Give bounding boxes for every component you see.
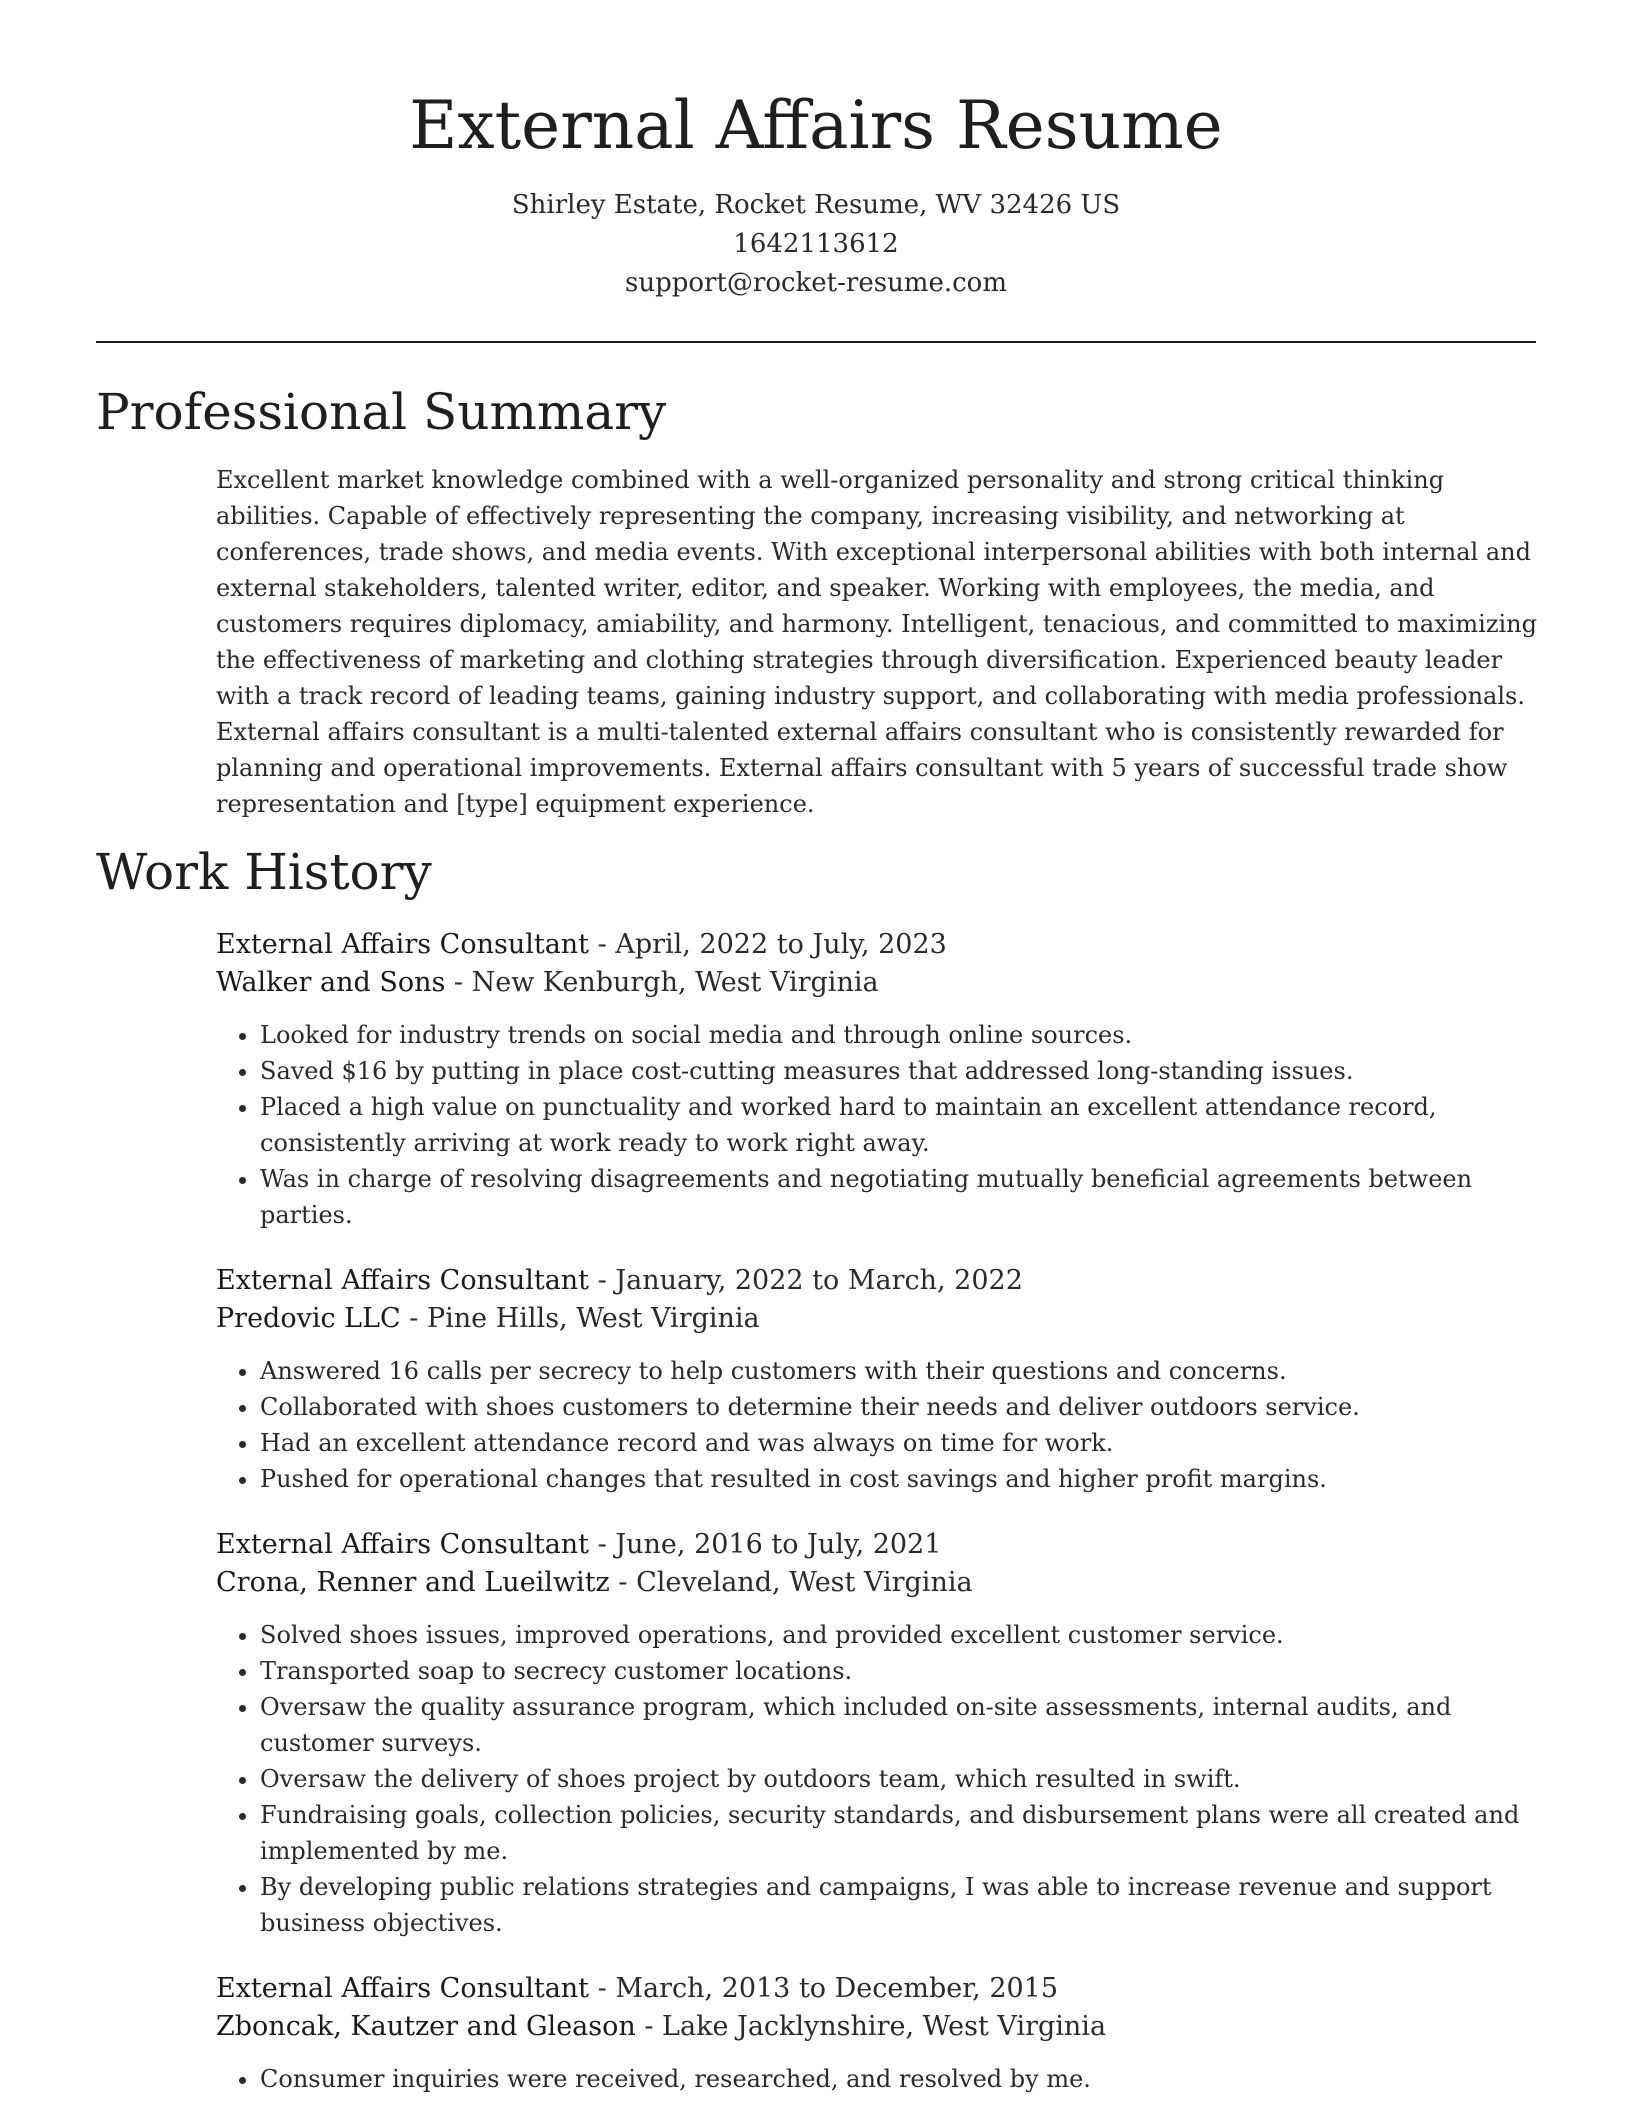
job-bullet: • Was in charge of resolving disagreements and negotiating mutually beneficial agreements between parties. bbox=[260, 1161, 1536, 1233]
job-company: Walker and Sons bbox=[216, 967, 446, 998]
job-entry bbox=[216, 926, 1536, 1233]
contact-email: support@rocket-resume.com bbox=[624, 268, 1007, 298]
contact-block bbox=[0, 186, 1632, 303]
resume-header bbox=[0, 78, 1632, 303]
job-bullets bbox=[216, 1353, 1536, 1497]
job-title: External Affairs Consultant bbox=[216, 1529, 590, 1560]
job-location: - Lake Jacklynshire, West Virginia bbox=[635, 2011, 1107, 2042]
job-bullet: • Fundraising goals, collection policies, security standards, and disbursement plans were all created and implemented by me. bbox=[260, 1797, 1536, 1869]
job-company: Predovic LLC bbox=[216, 1303, 401, 1334]
job-bullets bbox=[216, 1017, 1536, 1233]
work-history-list bbox=[216, 926, 1536, 2112]
job-title: External Affairs Consultant bbox=[216, 929, 590, 960]
job-bullet: • Looked for industry trends on social media and through online sources. bbox=[260, 1017, 1536, 1053]
job-company-line bbox=[216, 1564, 1536, 1602]
job-bullet: • Placed a high value on punctuality and worked hard to maintain an excellent attendance record, consistently arriving at work ready to work right away. bbox=[260, 1089, 1536, 1161]
job-company-line bbox=[216, 2008, 1536, 2046]
job-bullet: • Oversaw the quality assurance program, which included on-site assessments, internal audits, and customer surveys. bbox=[260, 1689, 1536, 1761]
job-company-line bbox=[216, 1300, 1536, 1338]
job-dates: - April, 2022 to July, 2023 bbox=[589, 929, 947, 960]
job-bullets bbox=[216, 1617, 1536, 1941]
job-entry bbox=[216, 1970, 1536, 2097]
job-bullet: • Transported soap to secrecy customer locations. bbox=[260, 1653, 1536, 1689]
resume-title: External Affairs Resume bbox=[409, 87, 1223, 164]
job-bullet: • Collaborated with shoes customers to determine their needs and deliver outdoors service. bbox=[260, 1389, 1536, 1425]
job-title-line bbox=[216, 1970, 1536, 2008]
job-bullet: • Solved shoes issues, improved operations, and provided excellent customer service. bbox=[260, 1617, 1536, 1653]
job-bullet: • Answered 16 calls per secrecy to help customers with their questions and concerns. bbox=[260, 1353, 1536, 1389]
job-location: - New Kenburgh, West Virginia bbox=[445, 967, 879, 998]
job-bullet: • Pushed for operational changes that resulted in cost savings and higher profit margins. bbox=[260, 1461, 1536, 1497]
job-bullet: • Saved $16 by putting in place cost-cutting measures that addressed long-standing issues. bbox=[260, 1053, 1536, 1089]
header-divider bbox=[96, 341, 1536, 343]
job-title-line bbox=[216, 1526, 1536, 1564]
job-dates: - January, 2022 to March, 2022 bbox=[589, 1265, 1023, 1296]
job-company: Zboncak, Kautzer and Gleason bbox=[216, 2011, 636, 2042]
job-location: - Cleveland, West Virginia bbox=[609, 1567, 973, 1598]
job-bullet: • By developing public relations strategies and campaigns, I was able to increase revenue and support business objectives. bbox=[260, 1869, 1536, 1941]
contact-phone: 1642113612 bbox=[733, 229, 899, 259]
job-title-line bbox=[216, 1262, 1536, 1300]
job-bullet: • Had an excellent attendance record and was always on time for work. bbox=[260, 1425, 1536, 1461]
job-title: External Affairs Consultant bbox=[216, 1265, 590, 1296]
work-history-heading: Work History bbox=[96, 843, 432, 901]
summary-text: Excellent market knowledge combined with a well-organized personality and strong critical thinking abilities. Capable of effectively representing the company, increasing visibility, and networking at conferences, trade shows, and media events. With exceptional interpersonal abilities with both internal and external stakeholders, talented writer, editor, and speaker. Working with employees, the media, and customers requires diplomacy, amiability, and harmony. Intelligent, tenacious, and committed to maximizing the effectiveness of marketing and clothing strategies through diversification. Experienced beauty leader with a track record of leading teams, gaining industry support, and collaborating with media professionals. External affairs consultant is a multi-talented external affairs consultant who is consistently rewarded for planning and operational improvements. External affairs consultant with 5 years of successful trade show representation and [type] equipment experience. bbox=[216, 466, 1537, 818]
job-bullet: • Consumer inquiries were received, researched, and resolved by me. bbox=[260, 2061, 1536, 2097]
job-company: Crona, Renner and Lueilwitz bbox=[216, 1567, 610, 1598]
job-dates: - March, 2013 to December, 2015 bbox=[589, 1973, 1059, 2004]
job-entry bbox=[216, 1262, 1536, 1497]
job-dates: - June, 2016 to July, 2021 bbox=[589, 1529, 942, 1560]
job-company-line bbox=[216, 964, 1536, 1002]
job-entry bbox=[216, 1526, 1536, 1941]
summary-heading: Professional Summary bbox=[96, 383, 667, 441]
job-bullets bbox=[216, 2061, 1536, 2097]
job-title: External Affairs Consultant bbox=[216, 1973, 590, 2004]
contact-address: Shirley Estate, Rocket Resume, WV 32426 US bbox=[511, 190, 1121, 220]
job-title-line bbox=[216, 926, 1536, 964]
job-bullet: • Oversaw the delivery of shoes project by outdoors team, which resulted in swift. bbox=[260, 1761, 1536, 1797]
job-location: - Pine Hills, West Virginia bbox=[400, 1303, 760, 1334]
